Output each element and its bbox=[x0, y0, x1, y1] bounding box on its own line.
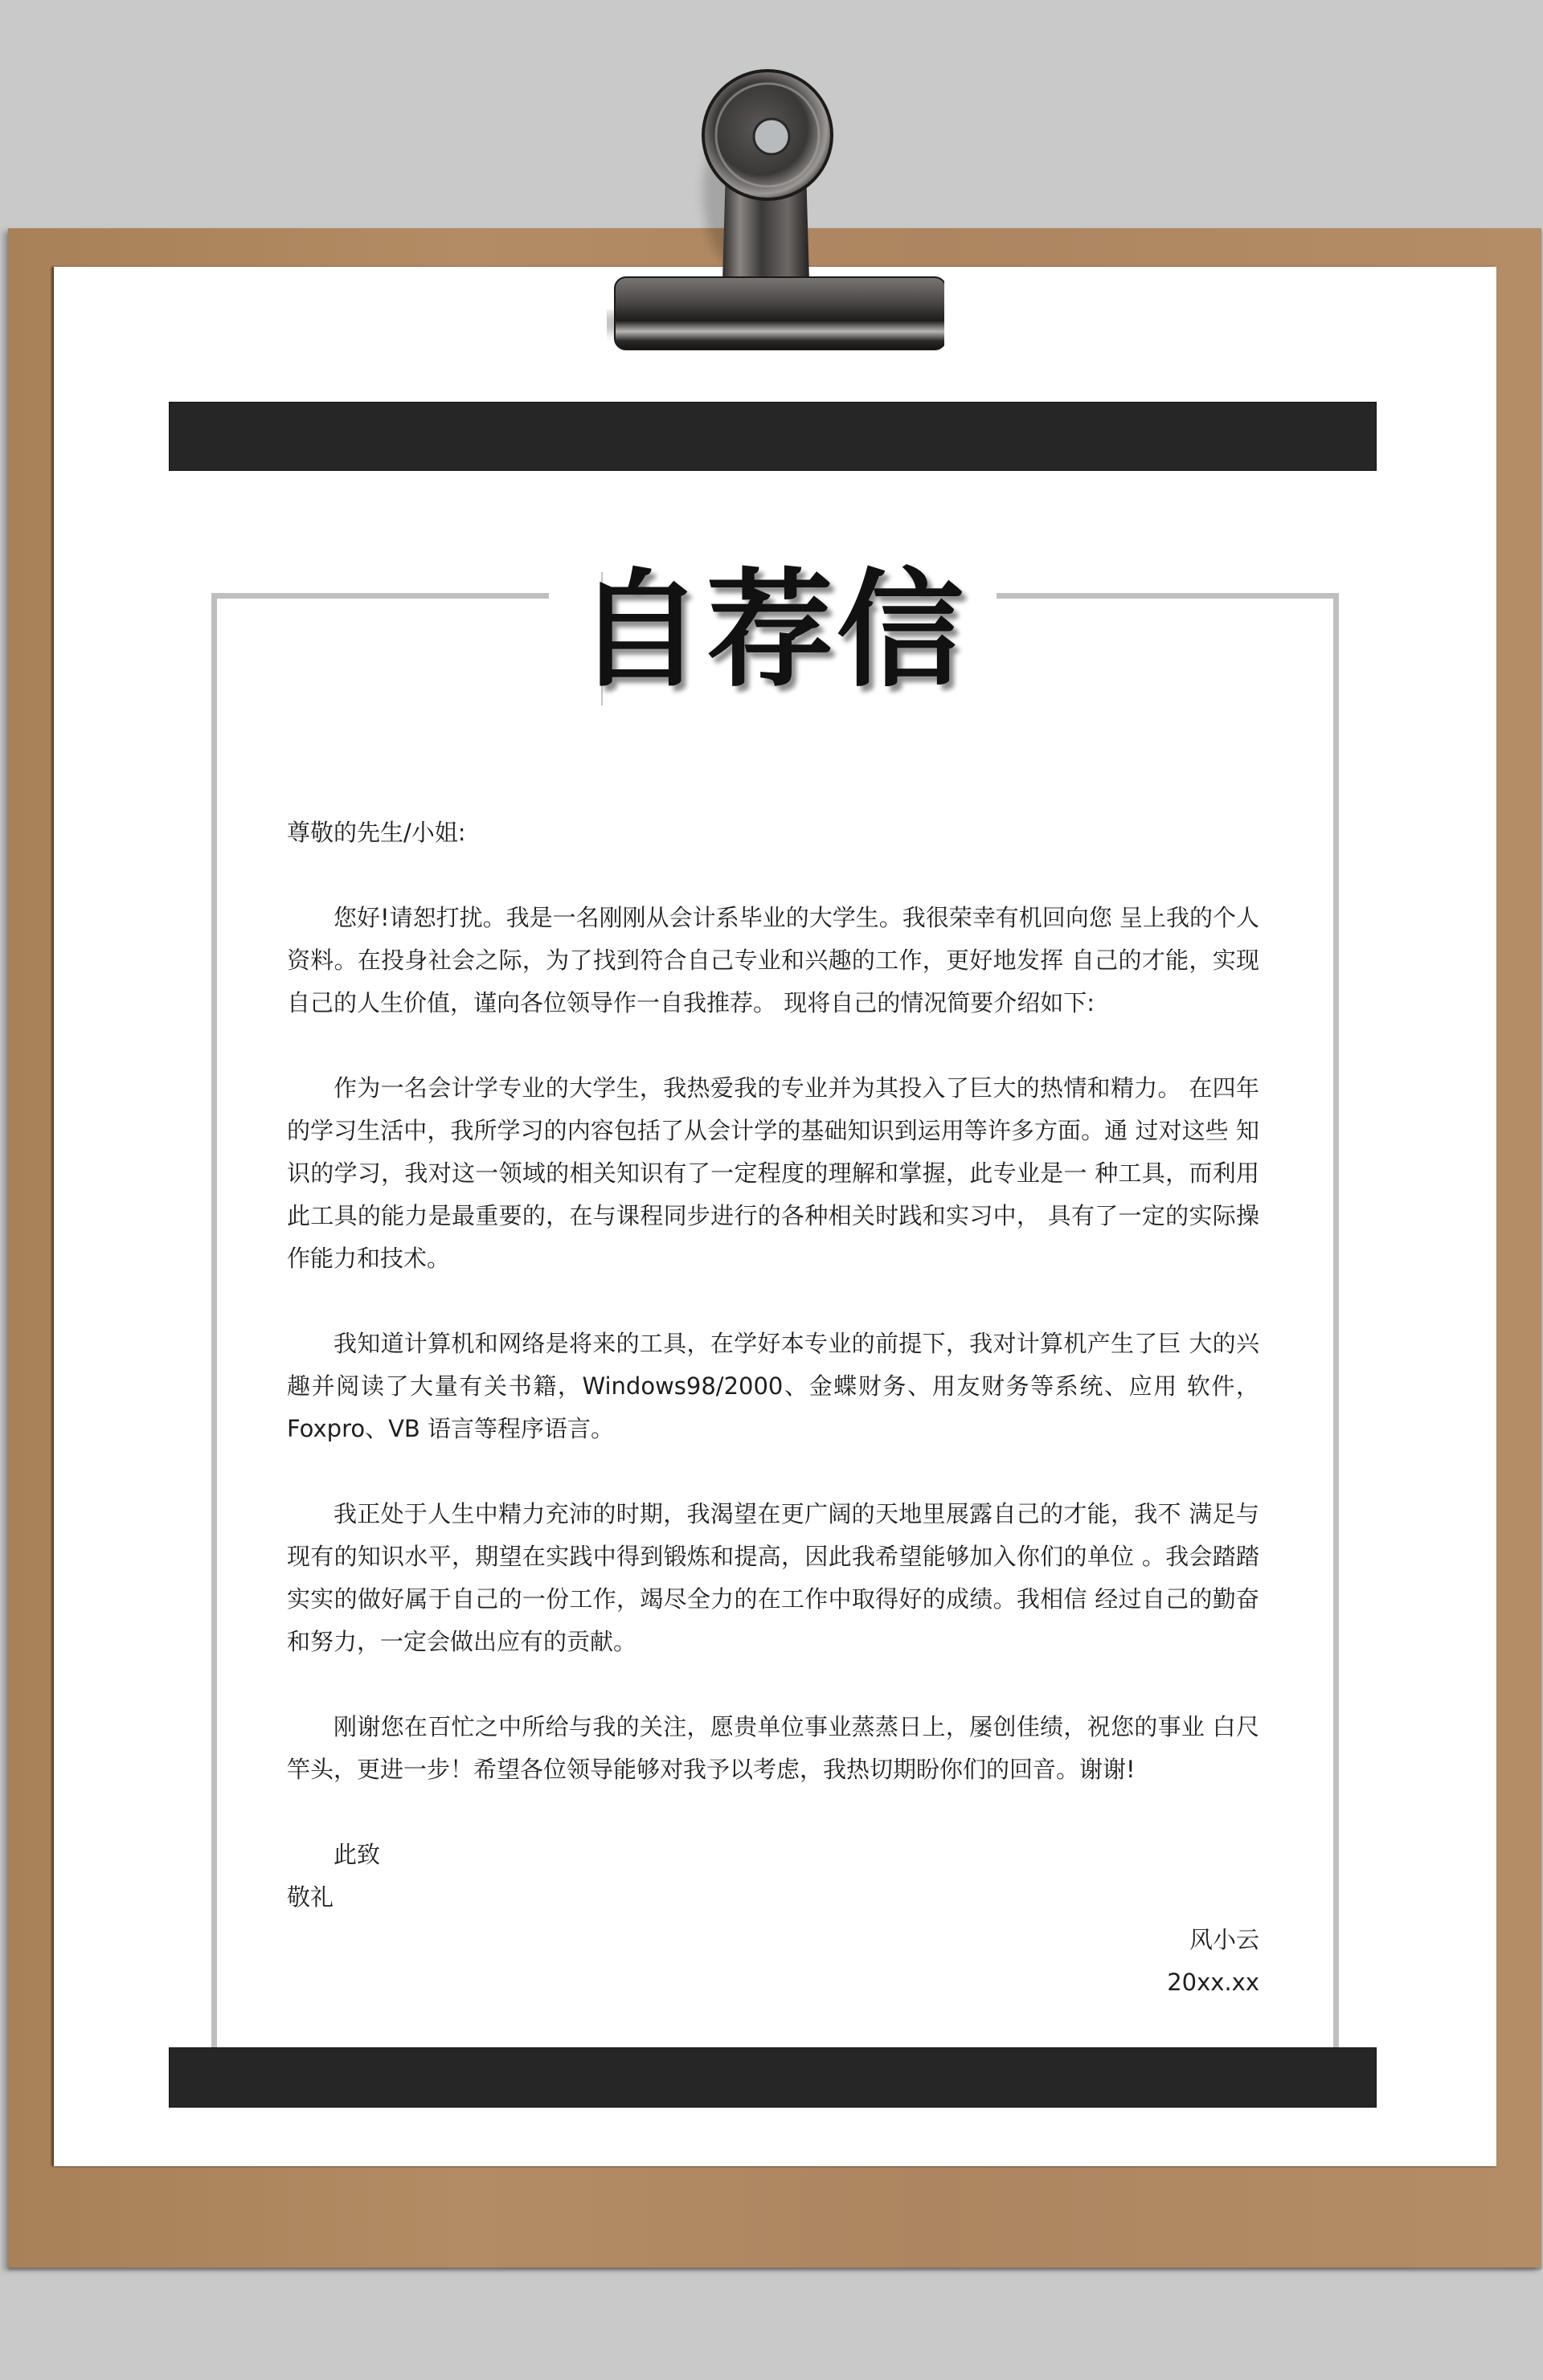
letter-paragraph: 作为一名会计学专业的大学生，我热爱我的专业并为其投入了巨大的热情和精力。 在四年的学习生活中，我所学习的内容包括了从会计学的基础知识到运用等许多方面。通 过对这些 知识的学习，我对这一领域的相关知识有了一定程度的理解和掌握，此专业是一 种工具，而利用此工具的能力是最重要的，在与课程同步进行的各种相关时践和实习中， 具有了一定的实际操作能力和技术。 bbox=[287, 1074, 1259, 1272]
frame-top-left-line bbox=[211, 593, 549, 599]
frame-top-right-line bbox=[997, 593, 1339, 599]
closing-line-1: 此致 bbox=[334, 1841, 381, 1868]
binder-clip-icon bbox=[607, 48, 944, 354]
frame-right-line bbox=[1333, 593, 1339, 2047]
letter-paragraph: 我知道计算机和网络是将来的工具，在学好本专业的前提下，我对计算机产生了巨 大的兴趣并阅读了大量有关书籍，Windows98/2000、金蝶财务、用友财务等系统、应用 软件，Foxpro、VB 语言等程序语言。 bbox=[287, 1330, 1259, 1442]
letter-paragraph: 刚谢您在百忙之中所给与我的关注，愿贵单位事业蒸蒸日上，屡创佳绩，祝您的事业 白尺竿头，更进一步！希望各位领导能够对我予以考虑，我热切期盼你们的回音。谢谢! bbox=[287, 1713, 1259, 1783]
letter-paragraph: 您好!请恕打扰。我是一名刚刚从会计系毕业的大学生。我很荣幸有机回向您 呈上我的个人资料。在投身社会之际，为了找到符合自己专业和兴趣的工作，更好地发挥 自己的才能，实现自己的人生价值，谨向各位领导作一自我推荐。 现将自己的情况简要介绍如下: bbox=[287, 904, 1259, 1016]
signature-name: 风小云 bbox=[1189, 1926, 1259, 1953]
frame-left-line bbox=[211, 593, 217, 2047]
letter-greeting: 尊敬的先生/小姐: bbox=[287, 819, 466, 846]
letter-body bbox=[287, 812, 1259, 2004]
page-title: 自荐信 bbox=[576, 557, 967, 705]
letter-paragraph: 我正处于人生中精力充沛的时期，我渴望在更广阔的天地里展露自己的才能，我不 满足与现有的知识水平，期望在实践中得到锻炼和提高，因此我希望能够加入你们的单位 。我会踏踏实实的做好属于自己的一份工作，竭尽全力的在工作中取得好的成绩。我相信 经过自己的勤奋和努力，一定会做出应有的贡献。 bbox=[287, 1500, 1259, 1655]
closing-line-2: 敬礼 bbox=[287, 1883, 334, 1911]
header-bar bbox=[169, 402, 1377, 471]
footer-bar bbox=[169, 2047, 1377, 2108]
signature-date: 20xx.xx bbox=[1167, 1969, 1259, 1996]
